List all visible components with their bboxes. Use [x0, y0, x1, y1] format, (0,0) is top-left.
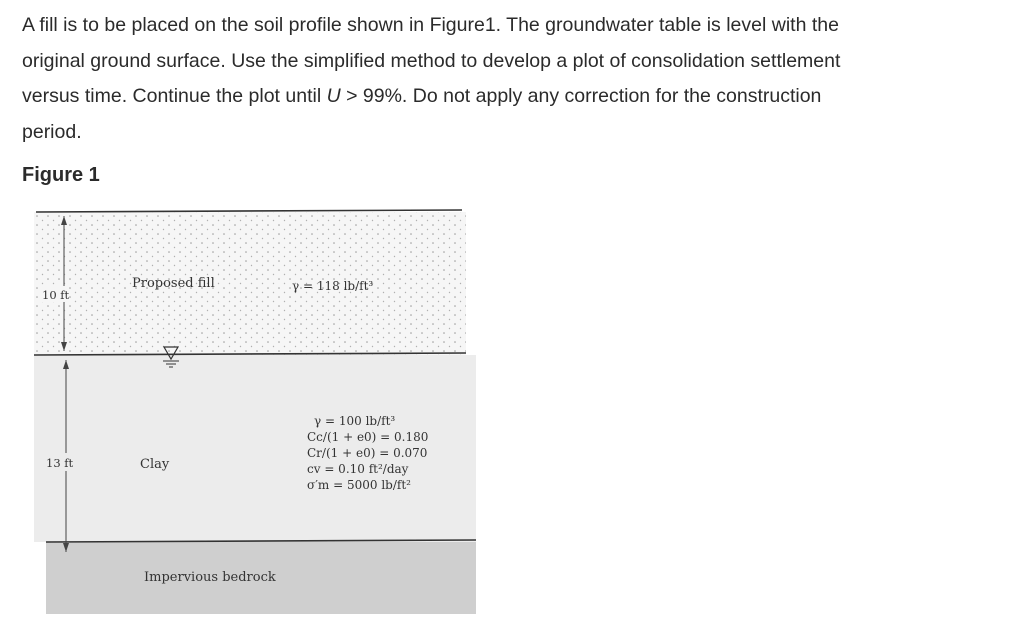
problem-line-3-pre: versus time. Continue the plot until [22, 85, 327, 107]
bedrock-label: Impervious bedrock [144, 570, 276, 585]
fill-thickness-label: 10 ft [42, 288, 70, 302]
soil-profile-diagram [24, 196, 484, 626]
compression-index-label: Cc/(1 + e0) = 0.180 [307, 430, 429, 444]
problem-line-3-post: > 99%. Do not apply any correction for the construction [340, 85, 822, 107]
problem-line-3 [22, 79, 992, 115]
clay-label: Clay [140, 457, 170, 472]
soil-profile-figure [24, 196, 484, 626]
proposed-fill-surface-line [36, 210, 462, 212]
fill-label: Proposed fill [132, 276, 215, 291]
preconsolidation-stress-label: σ′m = 5000 lb/ft² [307, 478, 411, 492]
fill-unit-weight-label: γ = 118 lb/ft³ [292, 279, 374, 293]
problem-statement [22, 8, 992, 150]
problem-line-4: period. [22, 120, 82, 143]
figure-heading: Figure 1 [22, 164, 100, 186]
recompression-index-label: Cr/(1 + e0) = 0.070 [307, 446, 428, 460]
problem-line-1: A fill is to be placed on the soil profile shown in Figure1. The groundwater table is level with the [22, 14, 839, 36]
problem-line-2: original ground surface. Use the simplified method to develop a plot of consolidation settlement [22, 49, 841, 72]
clay-unit-weight-label: γ = 100 lb/ft³ [314, 414, 396, 428]
clay-thickness-label: 13 ft [46, 456, 74, 470]
fill-stipple [34, 212, 466, 355]
consolidation-coefficient-label: cv = 0.10 ft²/day [307, 462, 409, 476]
degree-of-consolidation-variable: U [326, 85, 341, 107]
